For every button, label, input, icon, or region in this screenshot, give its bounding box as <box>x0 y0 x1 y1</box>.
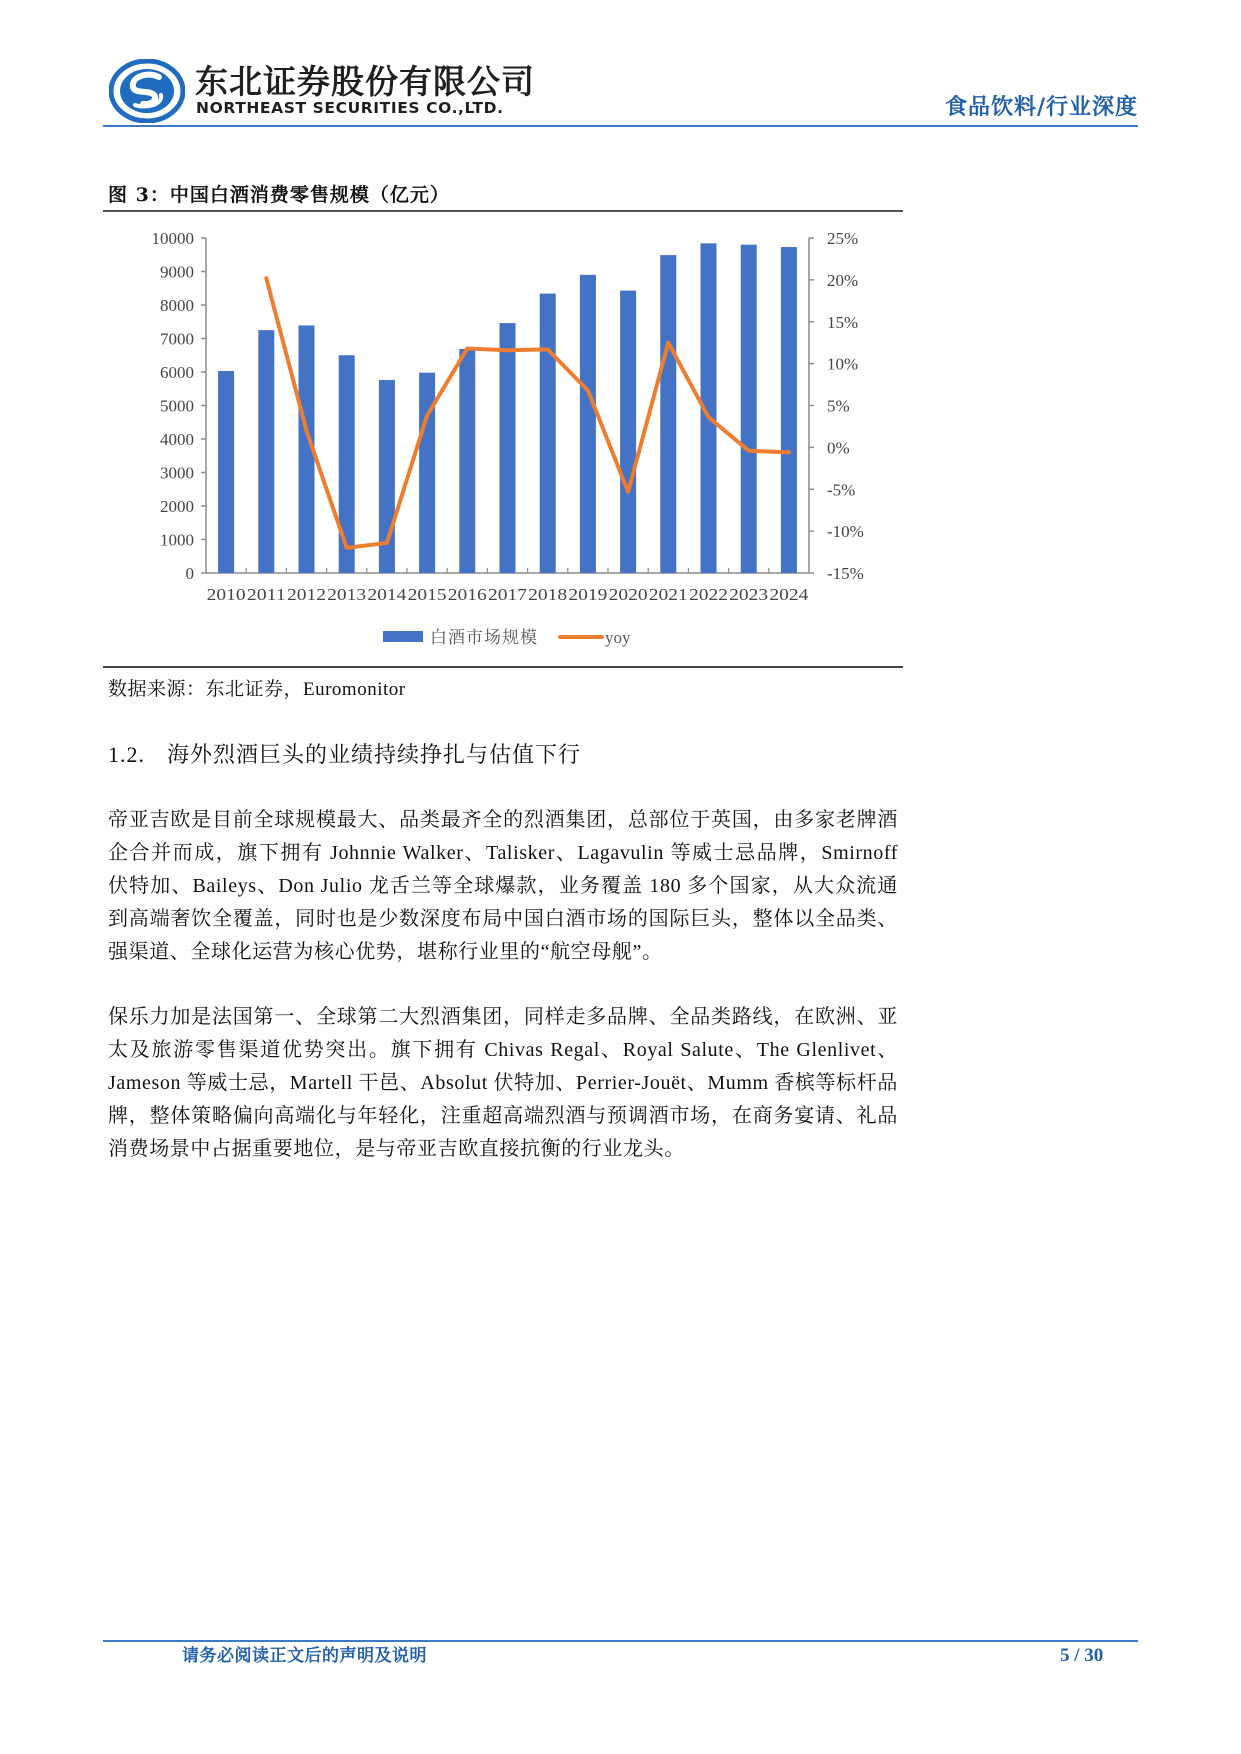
report-category: 食品饮料/行业深度 <box>944 94 1138 120</box>
svg-text:2000: 2000 <box>160 497 194 516</box>
paragraph-text: 帝亚吉欧是目前全球规模最大、品类最齐全的烈酒集团，总部位于英国，由多家老牌酒企合并而成，旗下拥有 Johnnie Walker、Talisker、Lagavulin 等威士忌品牌，Smirnoff 伏特加、Baileys、Don Julio 龙舌兰等全球爆款，业务覆盖 180 多个国家，从大众流通到高端奢饮全覆盖，同时也是少数深度布局中国白酒市场的国际巨头，整体以全品类、强渠道、全球化运营为核心优势，堪称行业里的“航空母舰”。 <box>108 809 898 963</box>
footer-divider <box>103 1640 1138 1642</box>
paragraph-text: 保乐力加是法国第一、全球第二大烈酒集团，同样走多品牌、全品类路线，在欧洲、亚太及旅游零售渠道优势突出。旗下拥有 Chivas Regal、Royal Salute、The Glenlivet、Jameson 等威士忌，Martell 干邑、Absolut 伏特加、Perrier-Jouët、Mumm 香槟等标杆品牌，整体策略偏向高端化与年轻化，注重超高端烈酒与预调酒市场，在商务宴请、礼品消费场景中占据重要地位，是与帝亚吉欧直接抗衡的行业龙头。 <box>108 1006 898 1160</box>
page-number: 5 / 30 <box>1060 1645 1104 1666</box>
svg-text:6000: 6000 <box>160 363 194 382</box>
svg-text:2020: 2020 <box>608 585 648 604</box>
svg-text:5000: 5000 <box>160 396 194 416</box>
svg-text:1000: 1000 <box>160 530 194 550</box>
header-divider <box>103 125 1138 127</box>
svg-text:0: 0 <box>185 564 194 583</box>
svg-text:2016: 2016 <box>447 585 487 604</box>
figure-bottom-rule <box>103 666 903 668</box>
svg-text:7000: 7000 <box>160 329 194 349</box>
paragraph-diageo <box>108 804 898 969</box>
svg-text:5%: 5% <box>827 396 850 416</box>
svg-text:2015: 2015 <box>407 585 447 604</box>
company-logo-icon <box>109 59 185 123</box>
svg-text:-5%: -5% <box>827 480 856 500</box>
svg-text:2013: 2013 <box>327 585 367 604</box>
paragraph-pernod-ricard <box>108 1001 898 1166</box>
svg-text:-10%: -10% <box>827 522 864 542</box>
figure-source: 数据来源：东北证券，Euromonitor <box>108 679 406 700</box>
figure-title: 图 3：中国白酒消费零售规模（亿元） <box>108 184 450 206</box>
svg-text:yoy: yoy <box>605 628 631 647</box>
disclaimer-note: 请务必阅读正文后的声明及说明 <box>182 1646 427 1666</box>
svg-text:2011: 2011 <box>246 585 286 604</box>
svg-text:2021: 2021 <box>648 585 688 604</box>
svg-text:15%: 15% <box>827 312 859 332</box>
section-title: 海外烈酒巨头的业绩持续挣扎与估值下行 <box>167 742 582 767</box>
svg-text:2024: 2024 <box>769 585 809 604</box>
svg-text:20%: 20% <box>827 270 859 290</box>
svg-text:10000: 10000 <box>151 229 194 248</box>
svg-text:25%: 25% <box>827 229 859 248</box>
company-name-cn: 东北证券股份有限公司 <box>195 62 535 101</box>
svg-text:2018: 2018 <box>528 585 568 604</box>
chart-canvas <box>103 212 903 666</box>
section-number: 1.2. <box>108 742 145 767</box>
svg-text:-15%: -15% <box>827 564 864 583</box>
svg-text:2019: 2019 <box>568 585 608 604</box>
svg-text:10%: 10% <box>827 354 859 374</box>
svg-text:2023: 2023 <box>729 585 769 604</box>
company-name-en: NORTHEAST SECURITIES CO.,LTD. <box>196 99 504 117</box>
svg-text:2014: 2014 <box>367 585 407 604</box>
svg-text:2012: 2012 <box>287 585 326 604</box>
svg-text:9000: 9000 <box>160 262 194 282</box>
section-heading <box>108 741 581 769</box>
retail-scale-chart <box>103 212 903 666</box>
svg-text:白酒市场规模: 白酒市场规模 <box>430 628 538 648</box>
svg-text:0%: 0% <box>827 438 850 458</box>
svg-text:3000: 3000 <box>160 463 194 483</box>
svg-text:2022: 2022 <box>689 585 728 604</box>
svg-text:2010: 2010 <box>206 585 246 604</box>
svg-text:8000: 8000 <box>160 296 194 315</box>
svg-text:2017: 2017 <box>488 585 528 604</box>
svg-text:4000: 4000 <box>160 430 194 449</box>
